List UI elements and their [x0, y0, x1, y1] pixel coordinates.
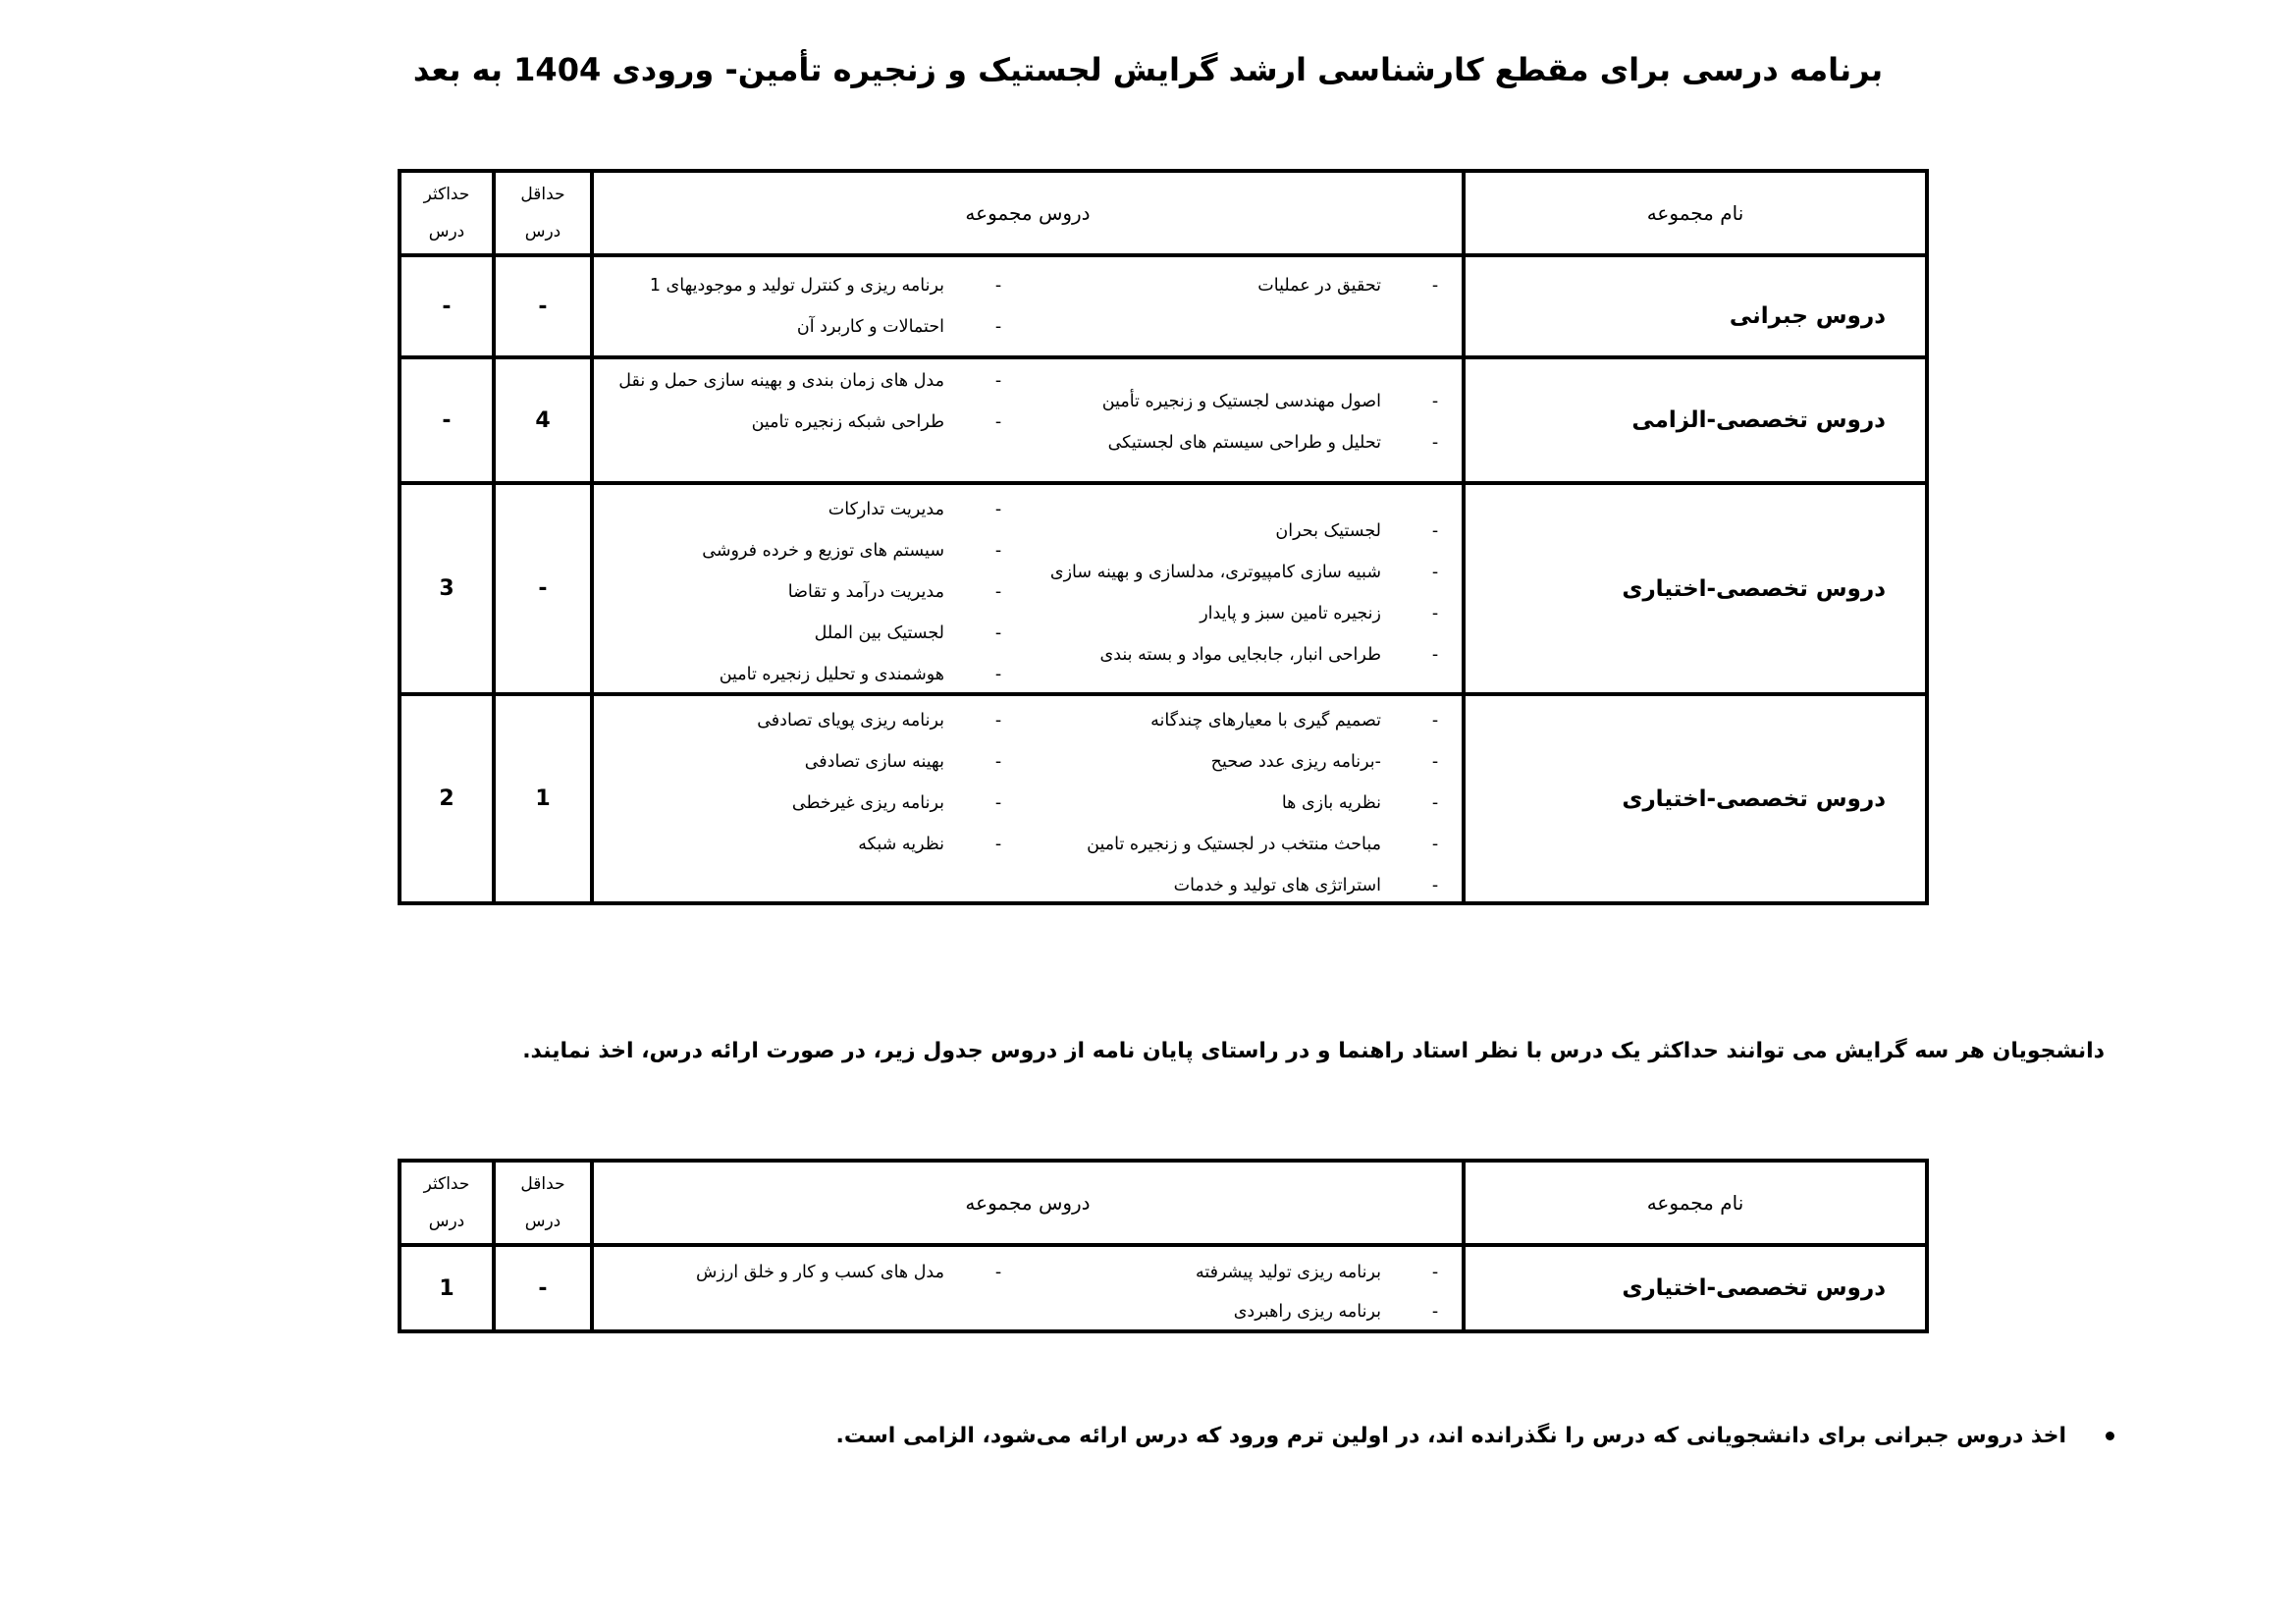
header-max-line2: درس	[428, 222, 465, 242]
course-item	[1030, 741, 1462, 783]
course-item	[593, 741, 1025, 783]
course-item	[593, 360, 1025, 402]
dash-bullet-icon: -	[1431, 752, 1439, 772]
course-item	[1030, 865, 1462, 906]
course-name: برنامه ریزی راهبردی	[1233, 1302, 1381, 1322]
max-courses-cell: 2	[400, 694, 494, 903]
course-name: مدل های کسب و کار و خلق ارزش	[696, 1263, 944, 1282]
course-item	[593, 265, 1025, 306]
course-name: احتمالات و کاربرد آن	[796, 317, 944, 337]
course-item	[593, 402, 1025, 443]
course-name: نظریه شبکه	[858, 835, 944, 854]
header-max-courses	[400, 171, 494, 255]
dash-bullet-icon: -	[1431, 645, 1439, 665]
dash-bullet-icon: -	[994, 793, 1002, 813]
course-list-right	[1030, 265, 1462, 306]
course-item	[1030, 634, 1462, 676]
course-name: سیستم های توزیع و خرده فروشی	[702, 541, 944, 561]
dash-bullet-icon: -	[994, 623, 1002, 643]
course-item	[593, 1253, 1025, 1292]
course-item	[593, 613, 1025, 654]
course-name: برنامه ریزی و کنترل تولید و موجودیهای 1	[649, 276, 944, 296]
header-group-name: نام مجموعه	[1464, 1161, 1927, 1245]
thesis-elective-table	[398, 1159, 1929, 1333]
course-name: مدیریت درآمد و تقاضا	[787, 582, 944, 602]
course-name: طراحی انبار، جابجایی مواد و بسته بندی	[1099, 645, 1381, 665]
course-name: شبیه سازی کامپیوتری، مدلسازی و بهینه سازی	[1049, 563, 1381, 582]
course-list-right	[1030, 511, 1462, 676]
compensatory-note-text: اخذ دروس جبرانی برای دانشجویانی که درس را نگذرانده اند، در اولین ترم ورود که درس ارائه می‌شود، الزامی است.	[835, 1424, 2066, 1448]
header-min-line1: حداقل	[520, 1174, 565, 1194]
dash-bullet-icon: -	[994, 582, 1002, 602]
table-row	[400, 694, 1927, 903]
group-name-cell: دروس تخصصی-الزامی	[1464, 357, 1927, 483]
table-header-row	[400, 1161, 1927, 1245]
header-min-courses	[494, 171, 592, 255]
course-name: برنامه ریزی پویای تصادفی	[757, 711, 944, 731]
header-min-line2: درس	[524, 222, 561, 242]
header-max-line1: حداکثر	[423, 185, 470, 204]
header-group-courses: دروس مجموعه	[592, 1161, 1464, 1245]
min-courses-cell: -	[494, 255, 592, 357]
course-item	[1030, 1253, 1462, 1292]
group-courses-cell	[592, 357, 1464, 483]
header-group-name: نام مجموعه	[1464, 171, 1927, 255]
course-item	[1030, 552, 1462, 593]
course-name: لجستیک بحران	[1275, 521, 1381, 541]
dash-bullet-icon: -	[1431, 604, 1439, 623]
dash-bullet-icon: -	[1431, 563, 1439, 582]
dash-bullet-icon: -	[1431, 1302, 1439, 1322]
document-title: برنامه درسی برای مقطع کارشناسی ارشد گرایش لجستیک و زنجیره تأمین- ورودی 1404 به بعد	[412, 51, 1884, 88]
course-name: مدل های زمان بندی و بهینه سازی حمل و نقل	[618, 371, 944, 391]
dash-bullet-icon: -	[1431, 711, 1439, 731]
dash-bullet-icon: -	[994, 752, 1002, 772]
course-name: اصول مهندسی لجستیک و زنجیره تأمین	[1101, 392, 1381, 411]
min-courses-cell: 4	[494, 357, 592, 483]
course-item	[1030, 824, 1462, 865]
group-courses-cell	[592, 694, 1464, 903]
bullet-icon	[2106, 1432, 2114, 1440]
group-courses-cell	[592, 255, 1464, 357]
dash-bullet-icon: -	[994, 371, 1002, 391]
course-item	[1030, 381, 1462, 422]
table-row	[400, 483, 1927, 694]
course-item	[593, 654, 1025, 695]
course-item	[1030, 511, 1462, 552]
min-courses-cell: -	[494, 483, 592, 694]
dash-bullet-icon: -	[994, 500, 1002, 519]
course-name: مباحث منتخب در لجستیک و زنجیره تامین	[1087, 835, 1381, 854]
header-min-courses	[494, 1161, 592, 1245]
dash-bullet-icon: -	[1431, 793, 1439, 813]
dash-bullet-icon: -	[1431, 1263, 1439, 1282]
course-name: استراتژی های تولید و خدمات	[1173, 876, 1381, 895]
course-item	[1030, 1292, 1462, 1331]
group-name-cell: دروس تخصصی-اختیاری	[1464, 1245, 1927, 1331]
header-group-courses: دروس مجموعه	[592, 171, 1464, 255]
dash-bullet-icon: -	[994, 317, 1002, 337]
course-name: برنامه ریزی غیرخطی	[791, 793, 944, 813]
course-item	[1030, 422, 1462, 463]
header-max-line1: حداکثر	[423, 1174, 470, 1194]
dash-bullet-icon: -	[994, 665, 1002, 684]
course-list-right	[1030, 700, 1462, 906]
header-min-line2: درس	[524, 1212, 561, 1231]
header-max-line2: درس	[428, 1212, 465, 1231]
course-item	[1030, 700, 1462, 741]
table-row	[400, 357, 1927, 483]
group-name-cell: دروس تخصصی-اختیاری	[1464, 694, 1927, 903]
group-name-cell: دروس جبرانی	[1464, 255, 1927, 357]
course-name: تحلیل و طراحی سیستم های لجستیکی	[1107, 433, 1381, 453]
course-item	[593, 306, 1025, 348]
course-name: نظریه بازی ها	[1281, 793, 1381, 813]
dash-bullet-icon: -	[1431, 521, 1439, 541]
course-item	[593, 530, 1025, 571]
dash-bullet-icon: -	[1431, 876, 1439, 895]
course-item	[593, 824, 1025, 865]
course-list-left	[593, 265, 1025, 348]
group-courses-cell	[592, 1245, 1464, 1331]
dash-bullet-icon: -	[994, 412, 1002, 432]
dash-bullet-icon: -	[1431, 276, 1439, 296]
header-max-courses	[400, 1161, 494, 1245]
course-name: برنامه ریزی تولید پیشرفته	[1195, 1263, 1381, 1282]
course-name: بهینه سازی تصادفی	[804, 752, 944, 772]
course-name: تحقیق در عملیات	[1257, 276, 1381, 296]
min-courses-cell: 1	[494, 694, 592, 903]
max-courses-cell: -	[400, 357, 494, 483]
dash-bullet-icon: -	[1431, 392, 1439, 411]
course-item	[1030, 265, 1462, 306]
compensatory-note	[835, 1424, 2114, 1448]
course-list-left	[593, 489, 1025, 695]
course-name: تصمیم گیری با معیارهای چندگانه	[1150, 711, 1381, 731]
min-courses-cell: -	[494, 1245, 592, 1331]
course-item	[1030, 783, 1462, 824]
dash-bullet-icon: -	[1431, 835, 1439, 854]
table-header-row	[400, 171, 1927, 255]
table-row	[400, 1245, 1927, 1331]
max-courses-cell: -	[400, 255, 494, 357]
course-list-left	[593, 360, 1025, 443]
course-name: هوشمندی و تحلیل زنجیره تامین	[719, 665, 944, 684]
course-name: لجستیک بین الملل	[814, 623, 944, 643]
course-name: مدیریت تدارکات	[828, 500, 944, 519]
dash-bullet-icon: -	[994, 541, 1002, 561]
group-name-cell: دروس تخصصی-اختیاری	[1464, 483, 1927, 694]
dash-bullet-icon: -	[1431, 433, 1439, 453]
course-item	[593, 783, 1025, 824]
course-name: زنجیره تامین سبز و پایدار	[1200, 604, 1381, 623]
course-name: -برنامه ریزی عدد صحیح	[1210, 752, 1381, 772]
max-courses-cell: 1	[400, 1245, 494, 1331]
dash-bullet-icon: -	[994, 1263, 1002, 1282]
dash-bullet-icon: -	[994, 276, 1002, 296]
header-min-line1: حداقل	[520, 185, 565, 204]
course-item	[1030, 593, 1462, 634]
course-list-left	[593, 1253, 1025, 1292]
max-courses-cell: 3	[400, 483, 494, 694]
dash-bullet-icon: -	[994, 711, 1002, 731]
dash-bullet-icon: -	[994, 835, 1002, 854]
course-item	[593, 700, 1025, 741]
course-list-right	[1030, 381, 1462, 463]
group-courses-cell	[592, 483, 1464, 694]
course-list-right	[1030, 1253, 1462, 1331]
table-row	[400, 255, 1927, 357]
course-item	[593, 489, 1025, 530]
course-name: طراحی شبکه زنجیره تامین	[751, 412, 944, 432]
curriculum-table	[398, 169, 1929, 905]
course-list-left	[593, 700, 1025, 865]
elective-note-paragraph: دانشجویان هر سه گرایش می توانند حداکثر یک درس با نظر استاد راهنما و در راستای پایان نامه از دروس جدول زیر، در صورت ارائه درس، اخذ نمایند.	[522, 1039, 2105, 1063]
course-item	[593, 571, 1025, 613]
